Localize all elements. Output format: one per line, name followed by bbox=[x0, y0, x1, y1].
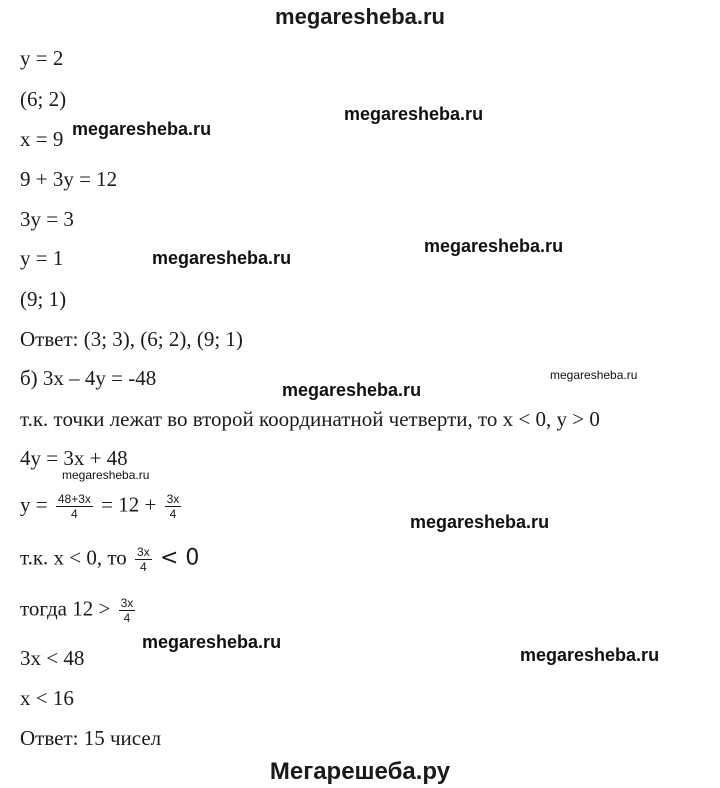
solution-line: y = 2 bbox=[20, 46, 64, 70]
watermark-text: megaresheba.ru bbox=[550, 368, 638, 382]
watermark-text: megaresheba.ru bbox=[142, 632, 282, 652]
fraction-denominator: 4 bbox=[140, 560, 147, 574]
fraction-denominator: 4 bbox=[123, 611, 131, 625]
fraction-denominator: 4 bbox=[169, 507, 177, 521]
solution-line: т.к. точки лежат во второй координатной четверти, то x < 0, y > 0 bbox=[20, 407, 600, 431]
watermark-text: megaresheba.ru bbox=[282, 380, 422, 400]
solution-line: x = 9 bbox=[20, 127, 64, 151]
fraction-numerator: 3x bbox=[120, 596, 134, 610]
line-text: < 0 bbox=[159, 545, 200, 571]
watermark-text: megaresheba.ru bbox=[344, 104, 484, 124]
solution-line: 4y = 3x + 48 bbox=[20, 446, 128, 470]
solution-line-fraction bbox=[20, 596, 138, 625]
line-text: т.к. x < 0, то bbox=[20, 545, 127, 570]
solution-line: y = 1 bbox=[20, 246, 64, 270]
solution-line-fraction bbox=[20, 492, 184, 521]
solution-line: (9; 1) bbox=[20, 287, 67, 311]
watermark-text: megaresheba.ru bbox=[520, 645, 660, 665]
line-text: y = bbox=[20, 492, 48, 517]
watermark-text: megaresheba.ru bbox=[424, 236, 564, 256]
solution-line: (6; 2) bbox=[20, 87, 67, 111]
answer-line: Ответ: (3; 3), (6; 2), (9; 1) bbox=[20, 327, 243, 351]
fraction bbox=[165, 492, 182, 521]
line-text: тогда 12 > bbox=[20, 596, 111, 621]
answer-line: Ответ: 15 чисел bbox=[20, 726, 162, 750]
site-footer: Мегарешеба.ру bbox=[269, 758, 451, 785]
fraction-numerator: 3x bbox=[166, 492, 180, 506]
fraction bbox=[119, 596, 136, 625]
solution-line-fraction bbox=[20, 545, 199, 574]
watermark-text: megaresheba.ru bbox=[62, 468, 150, 482]
watermark-text: megaresheba.ru bbox=[410, 512, 550, 532]
fraction bbox=[135, 545, 152, 574]
site-header: megaresheba.ru bbox=[275, 4, 445, 29]
watermark-text: megaresheba.ru bbox=[72, 119, 212, 139]
solution-line: 3y = 3 bbox=[20, 207, 74, 231]
fraction bbox=[56, 492, 93, 521]
fraction-numerator: 3x bbox=[137, 545, 150, 559]
watermark-text: megaresheba.ru bbox=[152, 248, 292, 268]
fraction-denominator: 4 bbox=[71, 507, 78, 521]
solution-line: 3x < 48 bbox=[20, 646, 85, 670]
line-text: = 12 + bbox=[101, 492, 157, 517]
solution-line: x < 16 bbox=[20, 686, 74, 710]
solution-line: 9 + 3y = 12 bbox=[20, 167, 118, 191]
fraction-numerator: 48+3x bbox=[57, 492, 91, 506]
solution-line: б) 3x – 4y = -48 bbox=[20, 366, 157, 390]
